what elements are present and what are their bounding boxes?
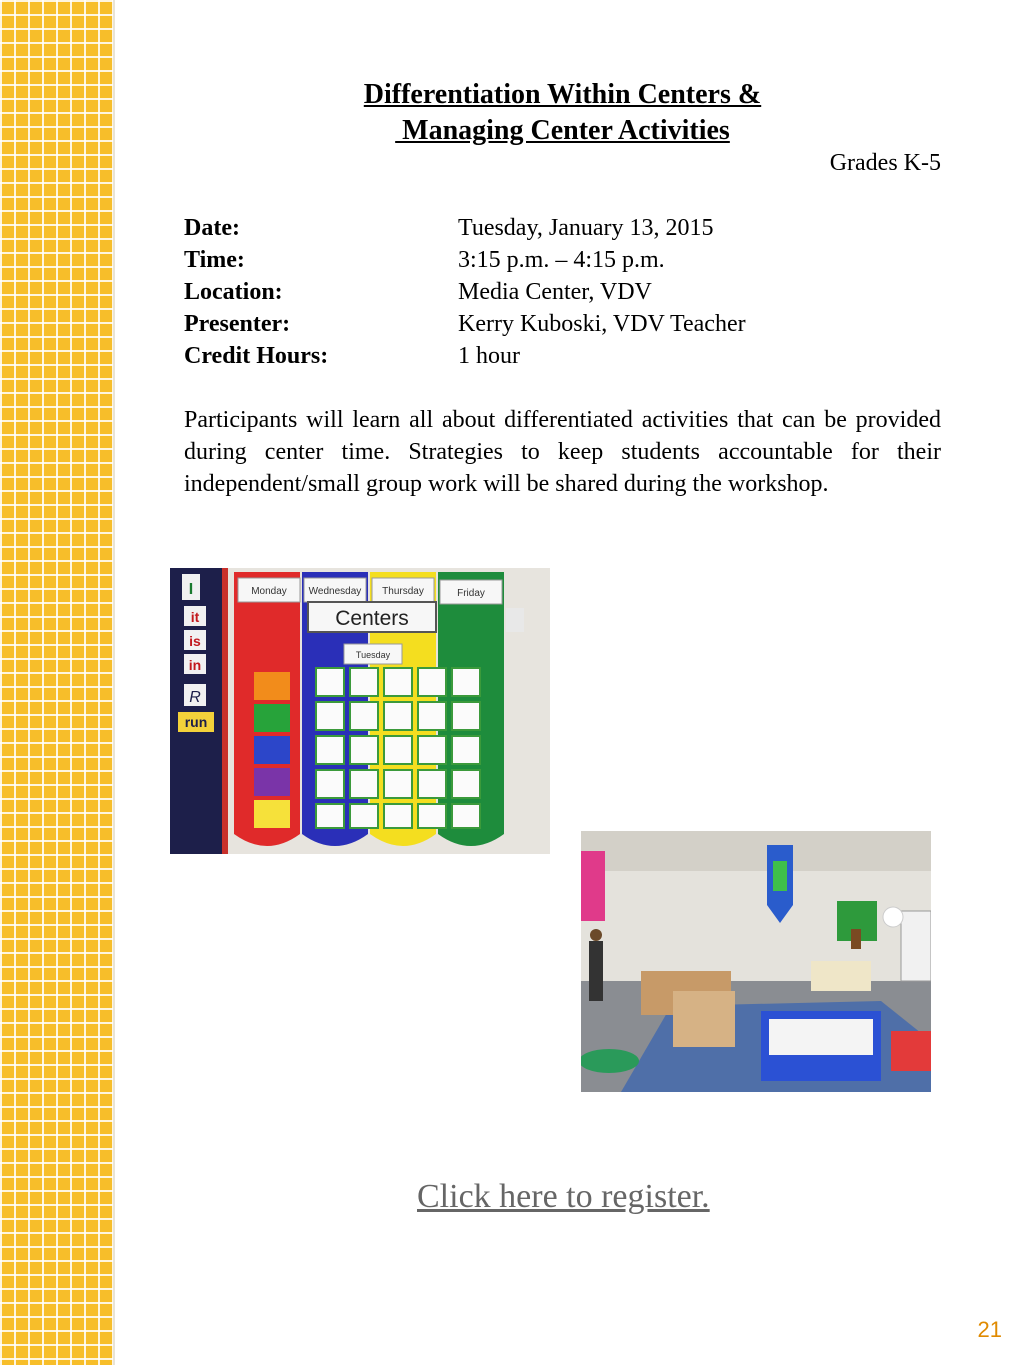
- day-card-thursday: Thursday: [382, 586, 424, 597]
- title-line-2: Managing Center Activities: [395, 115, 730, 146]
- decorative-side-band: [0, 0, 113, 1365]
- time-label: Time:: [184, 247, 245, 273]
- side-word: I: [188, 581, 194, 598]
- side-word: R: [189, 689, 201, 706]
- side-word: in: [188, 657, 202, 673]
- register-link[interactable]: Click here to register.: [417, 1178, 710, 1215]
- grades-label: Grades K-5: [829, 150, 941, 176]
- side-word: run: [184, 714, 208, 730]
- classroom-photo: [581, 831, 931, 1092]
- credit-hours-label: Credit Hours:: [184, 343, 329, 369]
- credit-hours-value: 1 hour: [458, 343, 520, 369]
- location-value: Media Center, VDV: [458, 279, 652, 305]
- side-word: is: [189, 633, 201, 649]
- time-value: 3:15 p.m. – 4:15 p.m.: [458, 247, 665, 273]
- centers-header: Centers: [335, 607, 409, 630]
- day-card-friday: Friday: [457, 588, 485, 599]
- presenter-value: Kerry Kuboski, VDV Teacher: [458, 311, 746, 337]
- side-word: it: [190, 609, 200, 625]
- workshop-description: Participants will learn all about differentiated activities that can be provided during center time. Strategies to keep students accountable for their independent/small group work will be shared during the workshop.: [184, 407, 941, 497]
- day-card-wednesday: Wednesday: [308, 586, 362, 597]
- presenter-label: Presenter:: [184, 311, 291, 337]
- today-card: Tuesday: [355, 650, 391, 660]
- day-card-monday: Monday: [251, 586, 287, 597]
- centers-chart-photo: [170, 568, 550, 854]
- date-label: Date:: [184, 215, 240, 241]
- date-value: Tuesday, January 13, 2015: [458, 215, 714, 241]
- page-number: 21: [977, 1317, 1002, 1342]
- side-divider: [113, 0, 115, 1365]
- location-label: Location:: [184, 279, 283, 305]
- title-line-1: Differentiation Within Centers &: [363, 79, 762, 110]
